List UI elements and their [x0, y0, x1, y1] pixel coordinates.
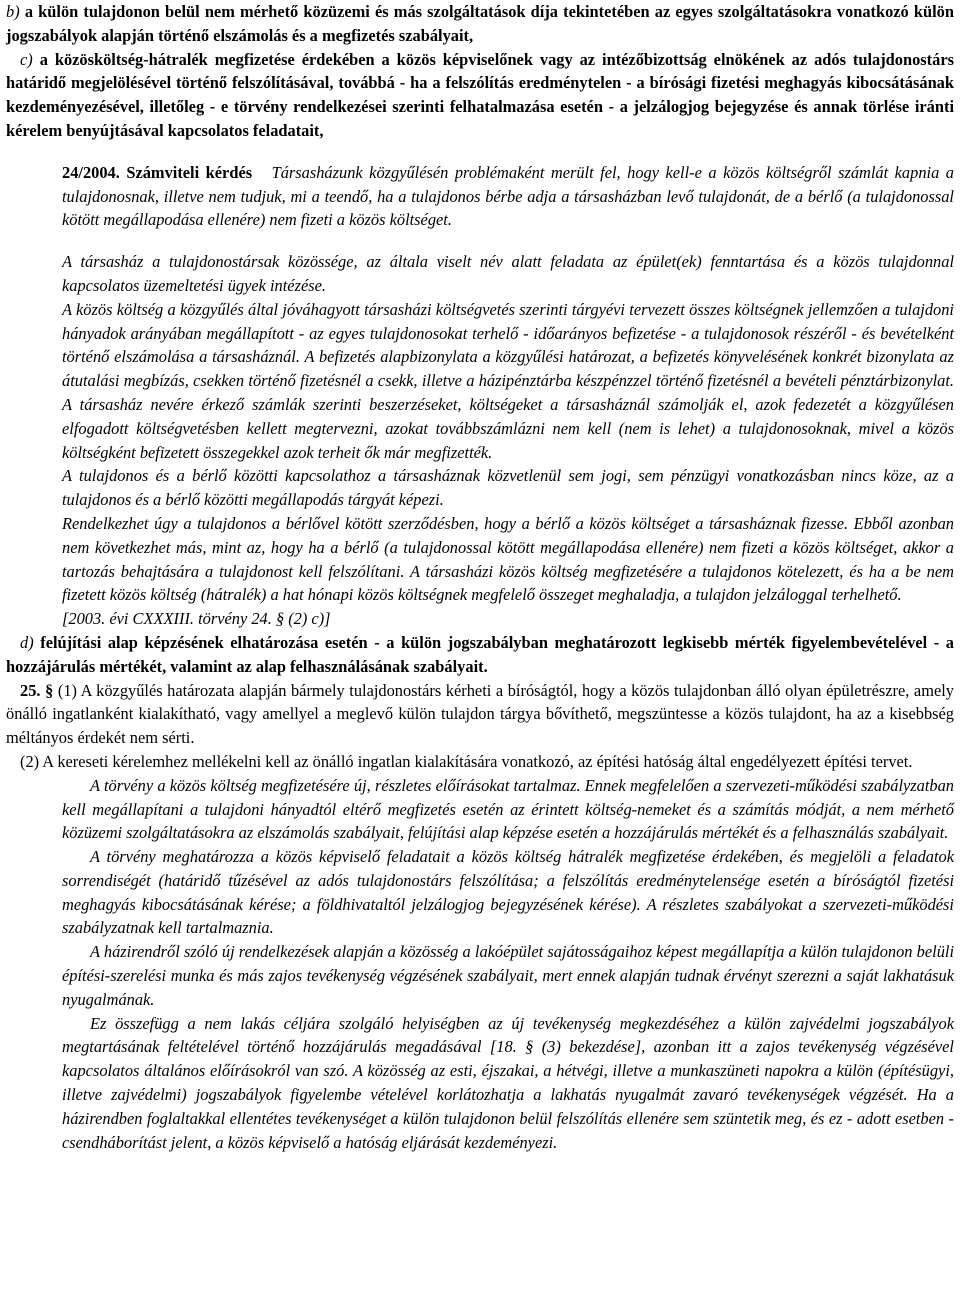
question-number: 24/2004. [62, 162, 120, 182]
commentary-paragraph-3: A házirendről szóló új rendelkezések alapján a közösség a lakóépület sajátosságaihoz képest megállapítja a külön tulajdonon belüli építési-szerelési munka és más zajos tevékenység végzésének szabályait, mert ennek alapján tudnak érvényt szerezni a saját lakhatásuk nyugalmának. [62, 942, 954, 1009]
answer-paragraph-3: A tulajdonos és a bérlő közötti kapcsolathoz a társasháznak közvetlenül sem jogi, sem pénzügyi vonatkozásban nincs köze, az a tulajdonos és a bérlő közötti megállapodás tárgyát képezi. [62, 466, 954, 510]
commentary-paragraph-2: A törvény meghatározza a közös képviselő feladatait a közös költség hátralék megfizetése érdekében, és megjelöli a feladatok sorrendiségét (határidő tűzésével az adós tulajdonostárs felszólítása; a felszólítás eredménytelensége esetén a bíróságtól fizetési meghagyás kibocsátásának kérése; a földhivataltól jelzálogjog bejegyzésének kérése). A részletes szabályokat a szervezeti-működési szabályzatnak kell tartalmaznia. [62, 847, 954, 938]
law-b-label: b) [6, 2, 20, 21]
section-25-paragraph-2: (2) A kereseti kérelemhez mellékelni kell az önálló ingatlan kialakítására vonatkozó, az építési hatóság által engedélyezett építési tervet. [20, 751, 913, 771]
answer-paragraph-4: Rendelkezhet úgy a tulajdonos a bérlővel kötött szerződésben, hogy a bérlő a közös költséget a társasháznak fizesse. Ebből azonban nem következhet más, mint az, hogy ha a bérlő (a tulajdonossal kötött megállapodása ellenére) nem fizeti a közös költséget, akkor a tartozás behajtására a tulajdonost kell felszólítani. A társasházi közös költség megfizetésére a tulajdonos kötelezett, és ha a be nem fizetett közös költség (hátralék) a hat hónapi közös költségnek megfelelő összeget meghaladja, a tulajdon jelzáloggal terhelhető. [62, 513, 954, 605]
law-d-text: felújítási alap képzésének elhatározása esetén - a külön jogszabályban meghatározott legkisebb mérték figyelembevételével - a hozzájárulás mértékét, valamint az alap felhasználásának szabályait. [6, 632, 954, 676]
law-paragraph-d [6, 631, 954, 679]
section-25-number: 25. [20, 680, 41, 700]
document-page [6, 0, 954, 1154]
section-25-p1-text: (1) A közgyűlés határozata alapján bármely tulajdonostárs kérheti a bíróságtól, hogy a közös tulajdonban álló olyan épületrészre, amely önálló ingatlanként kialakítható, vagy amellyel a meglevő külön tulajdon tárgya bővíthető, megszüntesse a közös tulajdont, ha az a kisebbség méltányos érdekét nem sérti. [6, 680, 954, 748]
answer-citation: [2003. évi CXXXIII. törvény 24. § (2) c)] [62, 609, 331, 629]
law-b-text: a külön tulajdonon belül nem mérhető közüzemi és más szolgáltatások díja tekintetében az egyes szolgáltatásokra vonatkozó külön jogszabályok alapján történő elszámolás és a megfizetés szabályait, [6, 2, 954, 45]
section-25-sign: § [45, 680, 54, 700]
law-paragraph-c [6, 48, 954, 143]
law-c-text: a közösköltség-hátralék megfizetése érdekében a közös képviselőnek vagy az intézőbizottság elnökének az adós tulajdonostárs határidő megjelölésével történő felszólításával, továbbá - ha a felszólítás eredménytelen - a bírósági fizetési meghagyás kibocsátásának kezdeményezésével, illetőleg - e törvény rendelkezései szerinti felhatalmazása esetén - a jelzálogjog bejegyzése és annak törlése iránti kérelem benyújtásával kapcsolatos feladatait, [6, 49, 954, 140]
section-25-paragraph-1 [6, 679, 954, 750]
question-block [6, 161, 954, 232]
law-paragraph-b [6, 0, 954, 48]
commentary-paragraph-4: Ez összefügg a nem lakás céljára szolgáló helyiségben az új tevékenység megkezdéséhez a külön zajvédelmi jogszabályok megtartásának feltételével történő hozzájárulás megadásával [18. § (3) bekezdése], azonban itt a zajos tevékenység végzésével kapcsolatos általános előírásokról van szó. A közösség az esti, éjszakai, a hétvégi, illetve a munkaszüneti napokra a külön (építésügyi, illetve zajvédelmi) jogszabályok figyelembe vételével korlátozhatja a lakhatás nyugalmát zavaró tevékenységek végzését. Ha a házirendben foglaltakkal ellentétes tevékenységet a külön tulajdonon belül felszólítás ellenére sem szüntetik meg, és ez - adott esetben - csendháborítást jelent, a közös képviselő a hatóság eljárását kezdeményezi. [62, 1013, 954, 1152]
law-d-label: d) [20, 632, 34, 652]
law-c-label: c) [20, 49, 33, 69]
answer-paragraph-2: A közös költség a közgyűlés által jóváhagyott társasházi költségvetés szerinti tárgyévi tervezett összes költségnek jellemzően a tulajdoni hányadok arányában megállapított - az egyes tulajdonosokat terhelő - időarányos befizetése - a tulajdonosok részéről - és bevételként történő elszámolása a társasháznál. A befizetés alapbizonylata a közgyűlési határozat, a befizetés könyvelésének konkrét bizonylata az átutalási megbízás, csekken történő fizetésnél a csekk, illetve a házipénztárba készpénzzel történő fizetésnél a bevételi pénztárbizonylat. A társasház nevére érkező számlák szerinti beszerzéseket, költségeket a társasháznál számolják el, azok fedezetét a közgyűlésen elfogadott költségvetésben kellett megtervezni, azokat továbbszámlázni nem kell (nem is lehet) a tulajdonosoknak, mivel a közös költségként befizetett összegekkel azok terheit ők már megfizették. [62, 299, 954, 462]
question-text: Társasházunk közgyűlésén problémaként merült fel, hogy kell-e a közös költségről számlát kapnia a tulajdonosnak, illetve nem tudjuk, mi a teendő, ha a tulajdonos bérbe adja a társasházban levő tulajdonát, de a bérlő (a tulajdonossal kötött megállapodása ellenére) nem fizeti a közös költséget. [62, 162, 954, 230]
question-title: Számviteli kérdés [126, 162, 253, 182]
commentary-paragraph-1: A törvény a közös költség megfizetésére új, részletes előírásokat tartalmaz. Ennek megfelelően a szervezeti-működési szabályzatban kell megállapítani a tulajdoni hányadtól eltérő megfizetés esetén az érintett költség-nemeket és a számítás módját, a nem mérhető közüzemi szolgáltatásokra az elszámolás szabályait, felújítási alap képzése esetén a hozzájárulás mértékét és a felhasználás szabályait. [62, 775, 954, 843]
answer-paragraph-1: A társasház a tulajdonostársak közössége, az általa viselt név alatt feladata az épület(ek) fenntartása és a közös tulajdonnal kapcsolatos üzemeltetési ügyek intézése. [62, 252, 954, 295]
